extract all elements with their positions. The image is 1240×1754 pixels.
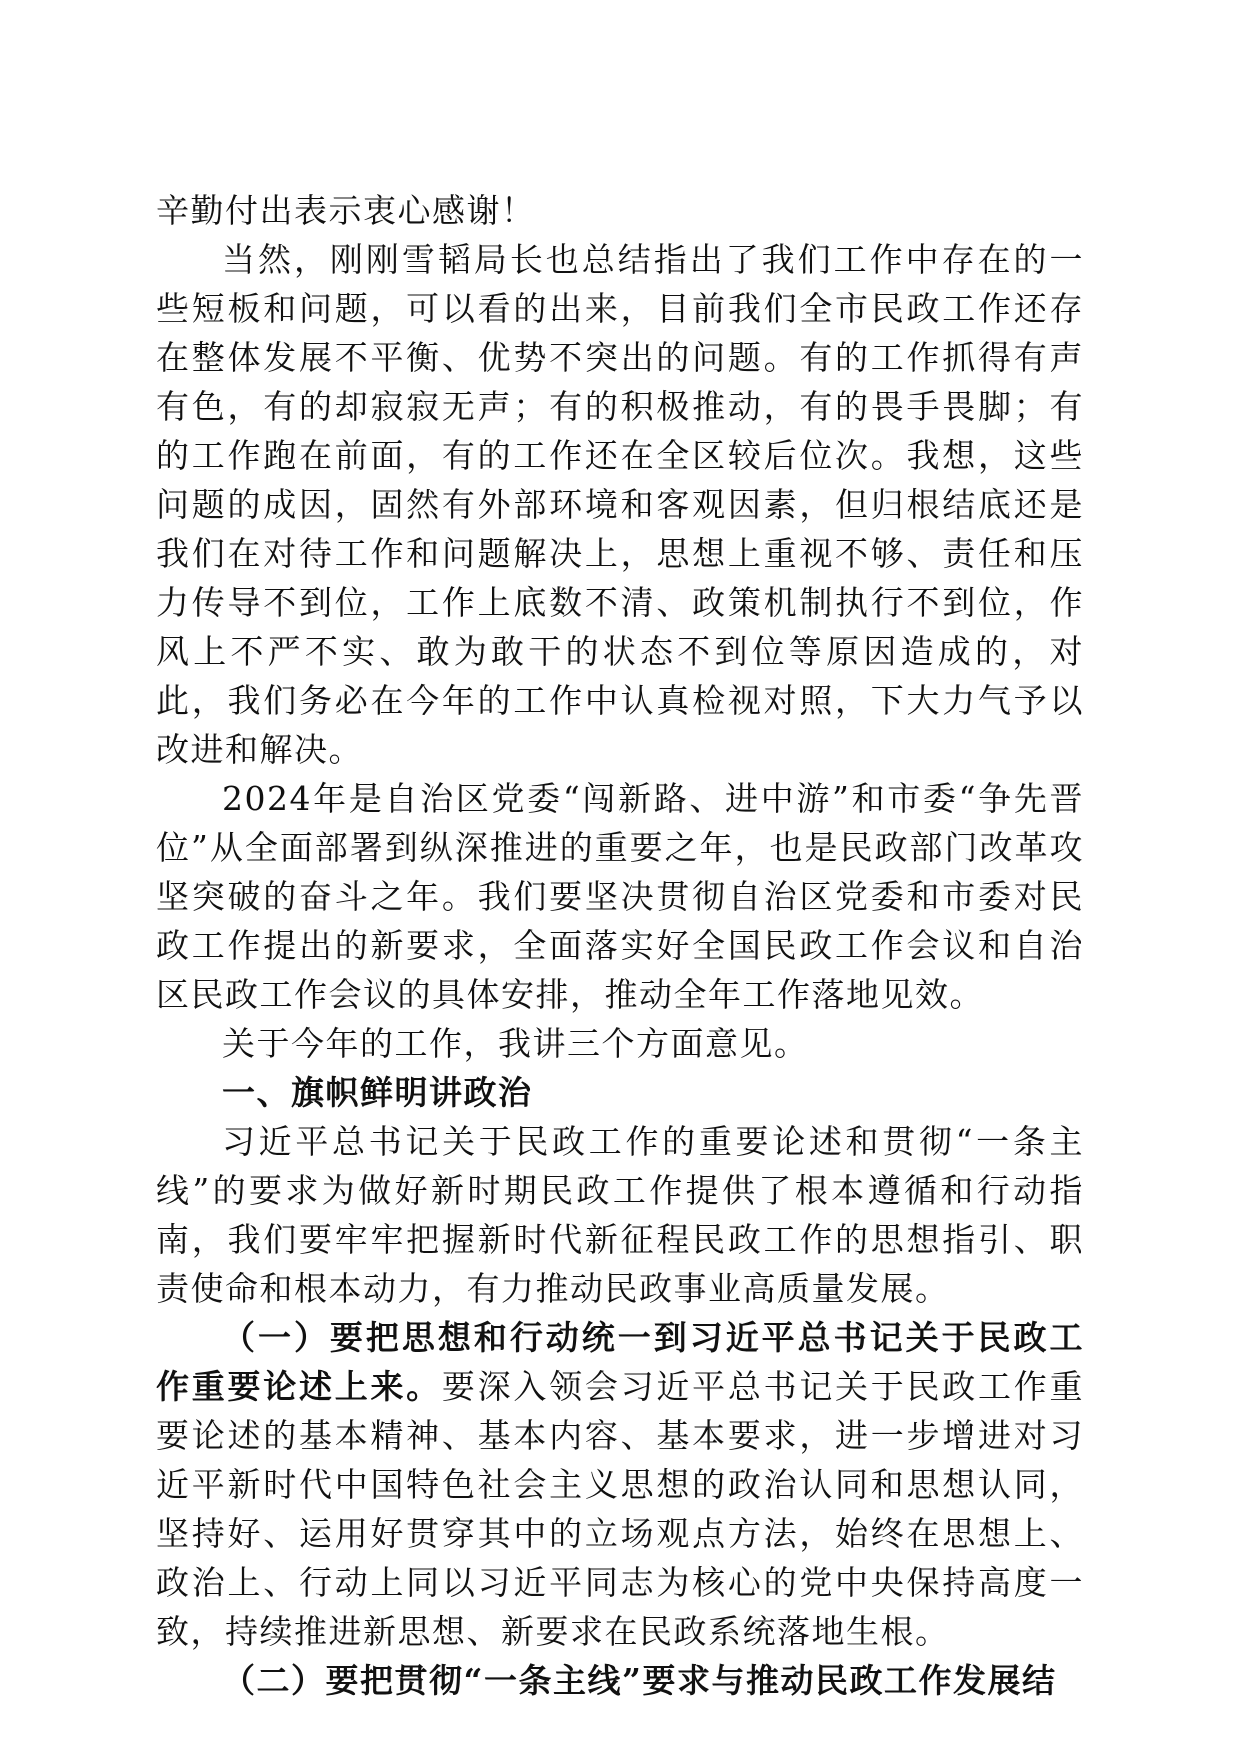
paragraph-point-one bbox=[156, 1313, 1084, 1656]
point-one-text: 要深入领会习近平总书记关于民政工作重要论述的基本精神、基本内容、基本要求，进一步增进对习近平新时代中国特色社会主义思想的政治认同和思想认同，坚持好、运用好贯穿其中的立场观点方法，始终在思想上、政治上、行动上同以习近平同志为核心的党中央保持高度一致，持续推进新思想、新要求在民政系统落地生根。 bbox=[156, 1367, 1085, 1651]
point-one-lead: （一）要把思想和行动统一到习近平总书记关于民政工作重要论述上来。 bbox=[156, 1318, 1084, 1406]
paragraph-guidance: 习近平总书记关于民政工作的重要论述和贯彻“一条主线”的要求为做好新时期民政工作提供了根本遵循和行动指南，我们要牢牢把握新时代新征程民政工作的思想指引、职责使命和根本动力，有力推动民政事业高质量发展。 bbox=[156, 1122, 1084, 1308]
point-two-lead: （二）要把贯彻“一条主线”要求与推动民政工作发展结 bbox=[222, 1661, 1057, 1700]
paragraph-shortcomings: 当然，刚刚雪韬局长也总结指出了我们工作中存在的一些短板和问题，可以看的出来，目前我们全市民政工作还存在整体发展不平衡、优势不突出的问题。有的工作抓得有声有色，有的却寂寂无声；有的积极推动，有的畏手畏脚；有的工作跑在前面，有的工作还在全区较后位次。我想，这些问题的成因，固然有外部环境和客观因素，但归根结底还是我们在对待工作和问题解决上，思想上重视不够、责任和压力传导不到位，工作上底数不清、政策机制执行不到位，作风上不严不实、敢为敢干的状态不到位等原因造成的，对此，我们务必在今年的工作中认真检视对照，下大力气予以改进和解决。 bbox=[156, 240, 1084, 769]
continuation-paragraph: 辛勤付出表示衷心感谢！ bbox=[156, 191, 536, 230]
paragraph-2024-goals: 2024年是自治区党委“闯新路、进中游”和市委“争先晋位”从全面部署到纵深推进的重要之年，也是民政部门改革攻坚突破的奋斗之年。我们要坚决贯彻自治区党委和市委对民政工作提出的新要求，全面落实好全国民政工作会议和自治区民政工作会议的具体安排，推动全年工作落地见效。 bbox=[156, 779, 1084, 1014]
paragraph-point-two bbox=[156, 1656, 1084, 1705]
paragraph-three-aspects: 关于今年的工作，我讲三个方面意见。 bbox=[222, 1024, 809, 1063]
document-body bbox=[156, 186, 1084, 1705]
section-heading-politics: 一、旗帜鲜明讲政治 bbox=[222, 1073, 533, 1112]
